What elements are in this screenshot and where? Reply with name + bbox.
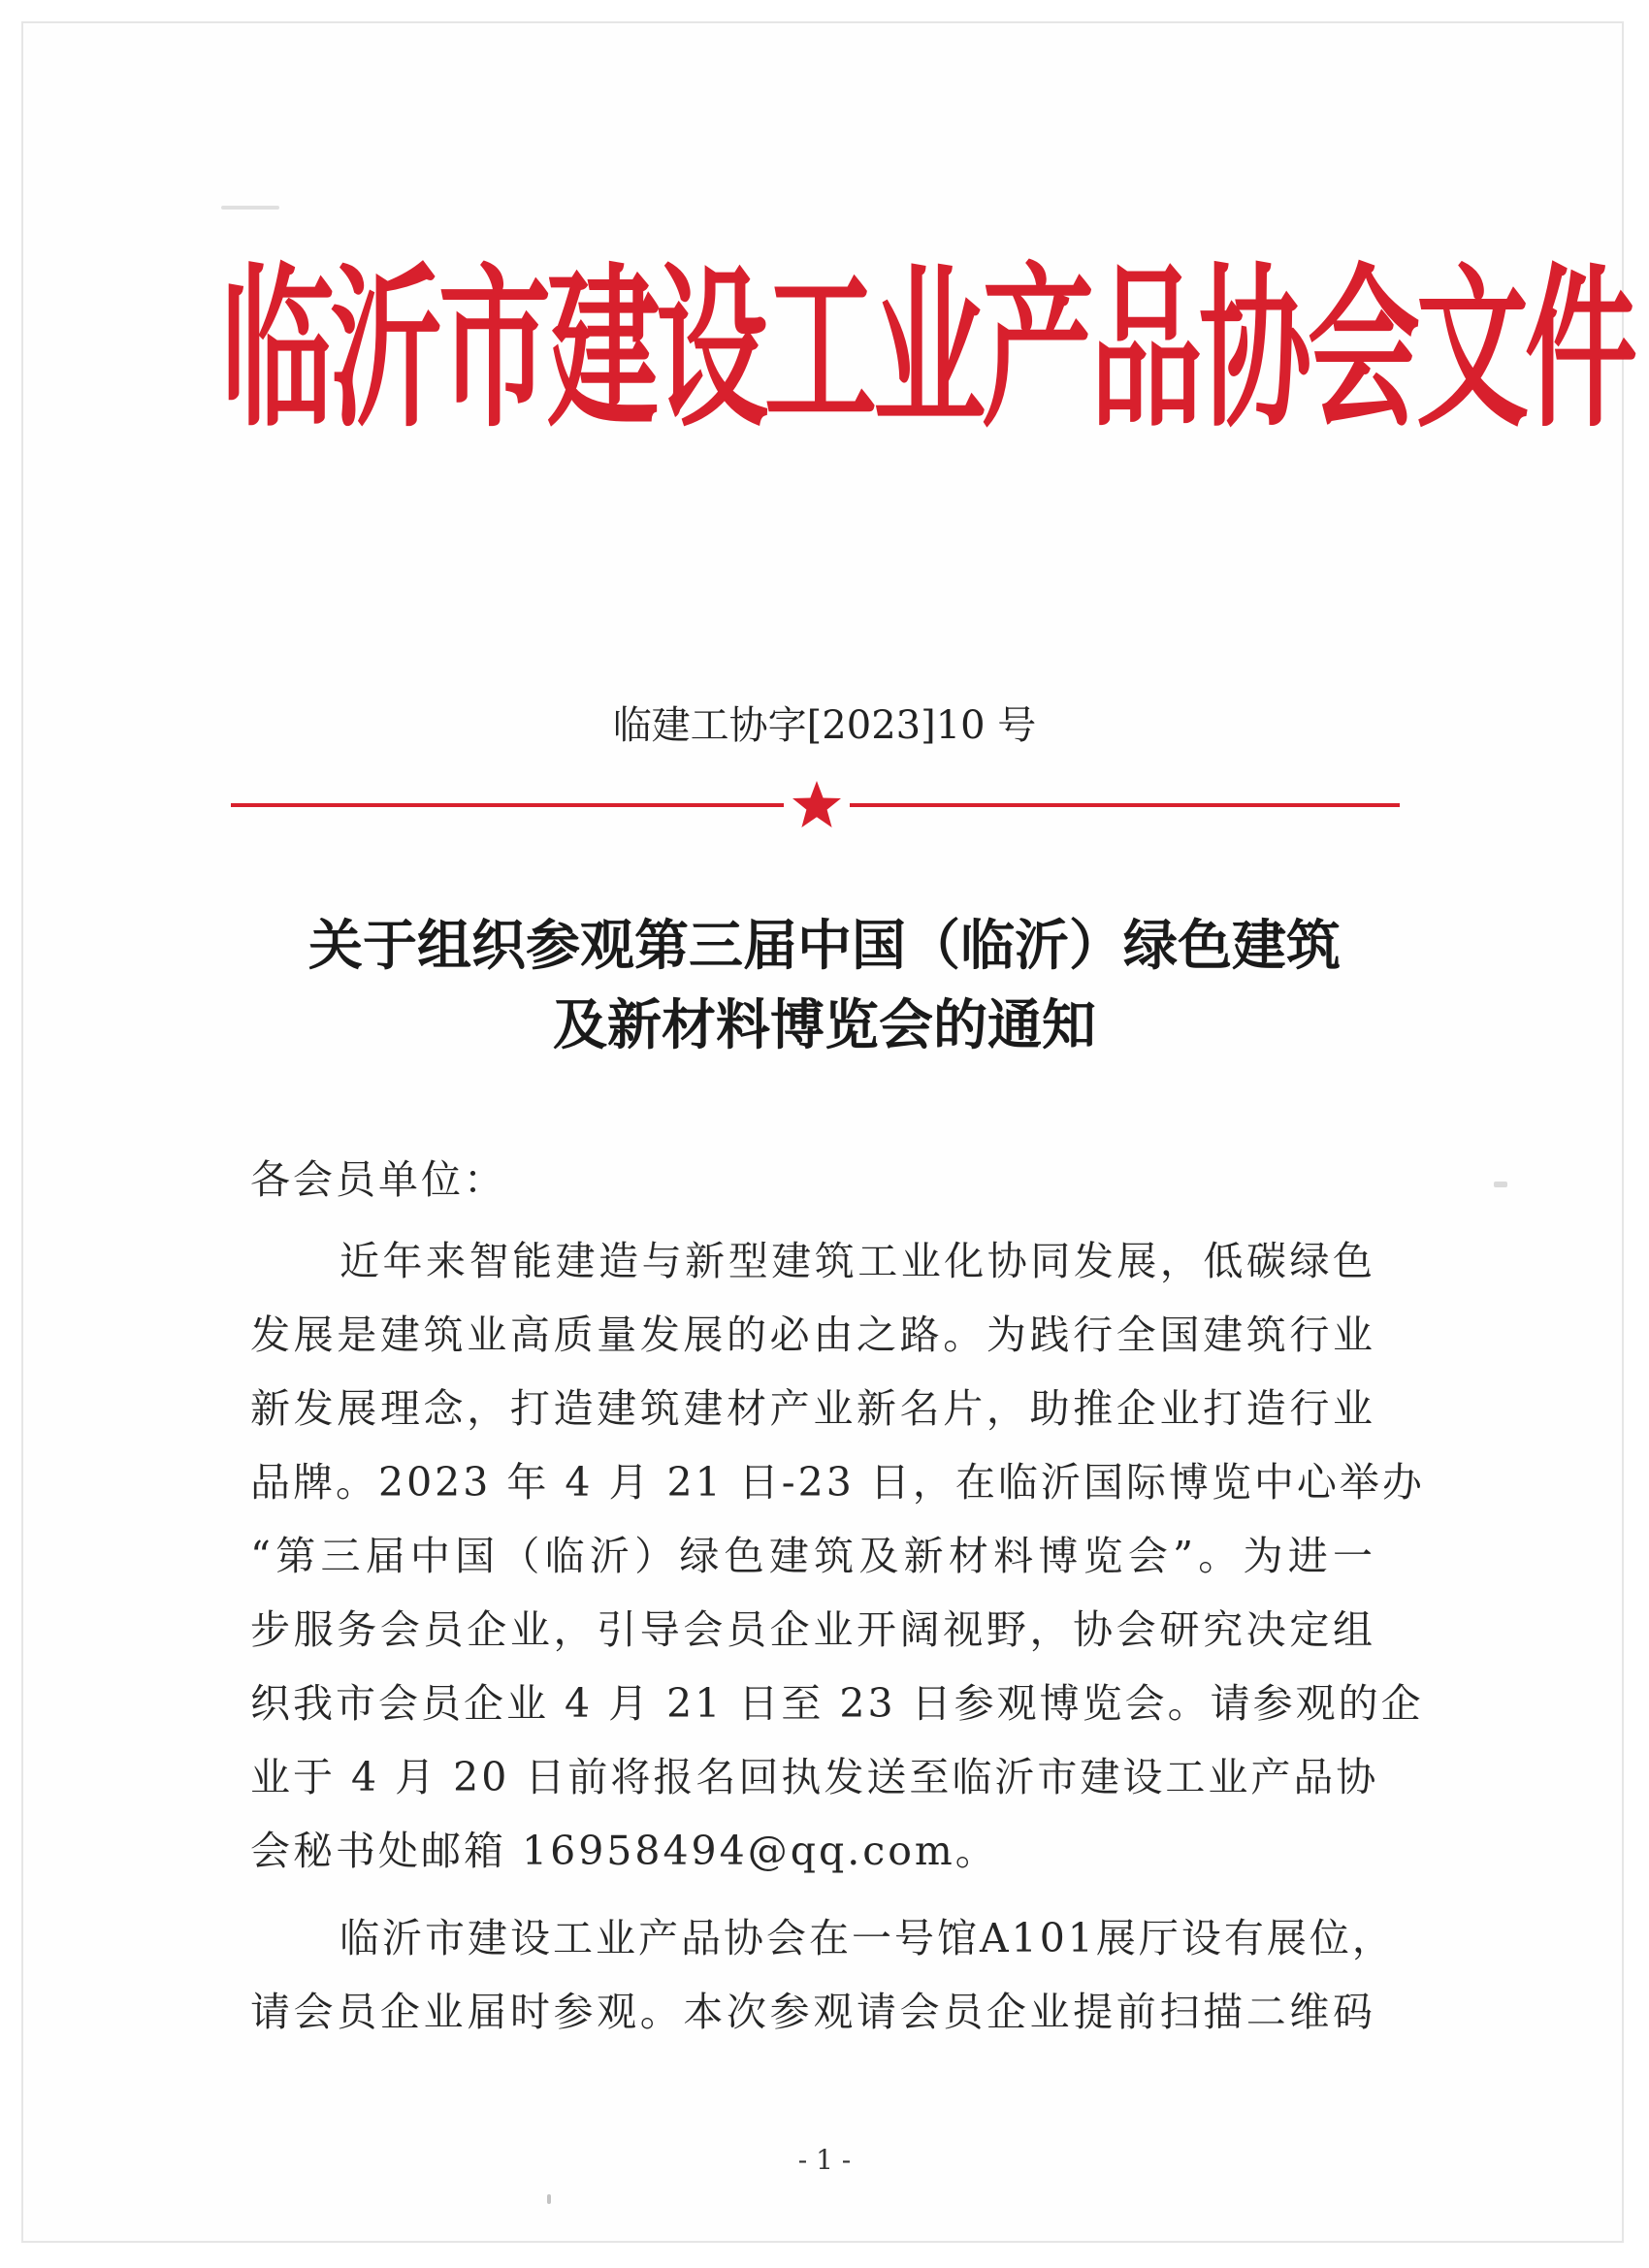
scan-speck <box>547 2194 551 2204</box>
star-icon <box>790 778 844 832</box>
divider-left <box>231 803 784 807</box>
paragraph-line: 发展是建筑业高质量发展的必由之路。为践行全国建筑行业 <box>250 1312 1375 1358</box>
salutation: 各会员单位： <box>250 1156 506 1203</box>
notice-title-line1: 关于组织参观第三届中国（临沂）绿色建筑 <box>308 915 1341 978</box>
paragraph-line: “第三届中国（临沂）绿色建筑及新材料博览会”。为进一 <box>250 1533 1375 1579</box>
paragraph-line: 步服务会员企业，引导会员企业开阔视野，协会研究决定组 <box>250 1606 1375 1653</box>
paragraph-line: 近年来智能建造与新型建筑工业化协同发展，低碳绿色 <box>340 1238 1375 1284</box>
document-header-title: 临沂市建设工业产品协会文件 <box>221 248 1633 452</box>
page-number: - 1 - <box>797 2144 852 2176</box>
paragraph-line: 品牌。2023 年 4 月 21 日-23 日，在临沂国际博览中心举办 <box>250 1459 1425 1506</box>
paragraph-line: 业于 4 月 20 日前将报名回执发送至临沂市建设工业产品协 <box>250 1754 1379 1800</box>
document-number: 临建工协字[2023]10 号 <box>612 703 1037 748</box>
paragraph-line: 临沂市建设工业产品协会在一号馆A101展厅设有展位， <box>340 1915 1395 1961</box>
paragraph-line: 新发展理念，打造建筑建材产业新名片，助推企业打造行业 <box>250 1385 1375 1432</box>
notice-title-line2: 及新材料博览会的通知 <box>553 994 1096 1057</box>
divider-right <box>850 803 1400 807</box>
paragraph-line: 请会员企业届时参观。本次参观请会员企业提前扫描二维码 <box>250 1989 1375 2035</box>
paragraph-line: 会秘书处邮箱 16958494@qq.com。 <box>250 1828 998 1874</box>
paragraph-line: 织我市会员企业 4 月 21 日至 23 日参观博览会。请参观的企 <box>250 1680 1424 1727</box>
scan-speck <box>1494 1182 1507 1187</box>
scan-speck <box>221 206 279 210</box>
